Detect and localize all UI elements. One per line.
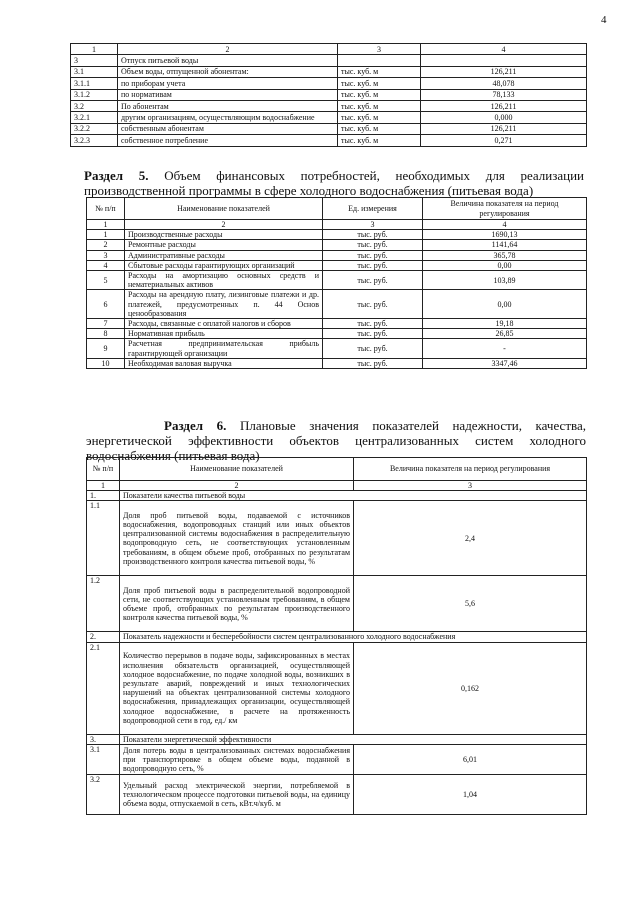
row-value: 48,078	[421, 78, 587, 89]
row-name: собственное потребление	[118, 135, 338, 146]
col-number: 4	[421, 44, 587, 55]
row-value: 365,78	[423, 250, 587, 260]
table-row	[71, 135, 587, 146]
col-number: 3	[323, 220, 423, 230]
table-row	[71, 89, 587, 100]
col-number: 2	[118, 44, 338, 55]
row-num: 3.2.1	[71, 112, 118, 123]
row-name: собственным абонентам	[118, 123, 338, 134]
col-number: 2	[125, 220, 323, 230]
row-num: 8	[87, 329, 125, 339]
row-num: 3.2	[71, 100, 118, 111]
section-5-title: Объем финансовых потребностей, необходимых для реализации производственной программы в сфере холодного водоснабжения (питьевая вода)	[84, 168, 585, 198]
row-num: 3.2.2	[71, 123, 118, 134]
row-unit: тыс. руб.	[323, 271, 423, 290]
row-unit: тыс. руб.	[323, 329, 423, 339]
financial-needs-table	[86, 197, 587, 369]
header-value: Величина показателя на период регулирования	[354, 458, 587, 481]
water-release-rows	[71, 55, 587, 146]
row-value: 0,00	[423, 290, 587, 319]
indicator-text: Доля потерь воды в централизованных системах водоснабжения при транспортировке в общем объеме воды, поданной в водопроводную сеть, %	[120, 744, 354, 774]
table-row	[71, 112, 587, 123]
row-value: 0,00	[423, 260, 587, 270]
row-value: 126,211	[421, 123, 587, 134]
indicator-num: 3.2	[87, 774, 120, 814]
col-number: 3	[338, 44, 421, 55]
group-title: Показатель надежности и бесперебойности систем централизованного холодного водоснабжения	[120, 632, 587, 642]
col-number: 1	[87, 220, 125, 230]
row-name: Производственные расходы	[125, 230, 323, 240]
table-header-row	[87, 458, 587, 481]
row-value: 78,133	[421, 89, 587, 100]
row-num: 9	[87, 339, 125, 358]
row-name: Объем воды, отпущенной абонентам:	[118, 66, 338, 77]
header-num: № п/п	[87, 198, 125, 220]
table-row	[71, 123, 587, 134]
financial-needs-rows	[87, 230, 587, 369]
row-name: по приборам учета	[118, 78, 338, 89]
col-number: 1	[71, 44, 118, 55]
header-value: Величина показателя на период регулирования	[423, 198, 587, 220]
row-name: Необходимая валовая выручка	[125, 358, 323, 368]
row-num: 5	[87, 271, 125, 290]
table-row	[71, 100, 587, 111]
indicator-num: 3.1	[87, 744, 120, 774]
table-header-row	[71, 44, 587, 55]
row-num: 1	[87, 230, 125, 240]
row-name: Расходы, связанные с оплатой налогов и сборов	[125, 319, 323, 329]
table-row	[87, 290, 587, 319]
row-value: 1141,64	[423, 240, 587, 250]
row-unit: тыс. руб.	[323, 339, 423, 358]
row-num: 10	[87, 358, 125, 368]
col-number: 4	[423, 220, 587, 230]
row-unit: тыс. куб. м	[338, 135, 421, 146]
group-title: Показатели качества питьевой воды	[120, 491, 587, 501]
table-row	[71, 66, 587, 77]
indicator-value: 1,04	[354, 774, 587, 814]
indicator-text: Доля проб питьевой воды в распределительной водопроводной сети, не соответствующих установленным требованиям, в общем объеме проб, отобранных по результатам производственного контроля качества питьевой воды, %	[120, 576, 354, 632]
table-row	[87, 260, 587, 270]
indicator-value: 0,162	[354, 642, 587, 734]
table-header-row	[87, 198, 587, 220]
group-num: 1.	[87, 491, 120, 501]
row-name: Административные расходы	[125, 250, 323, 260]
row-num: 3.1.1	[71, 78, 118, 89]
indicator-text: Удельный расход электрической энергии, потребляемой в технологическом процессе подготовки питьевой воды, на единицу объема воды, отпускаемой в сеть, кВт.ч/куб. м	[120, 774, 354, 814]
row-name: Расходы на амортизацию основных средств и нематериальных активов	[125, 271, 323, 290]
row-value: 0,000	[421, 112, 587, 123]
row-num: 3	[71, 55, 118, 66]
row-num: 3.1	[71, 66, 118, 77]
row-num: 3.2.3	[71, 135, 118, 146]
row-name: Ремонтные расходы	[125, 240, 323, 250]
indicator-num: 1.1	[87, 501, 120, 576]
row-num: 4	[87, 260, 125, 270]
row-unit: тыс. руб.	[323, 319, 423, 329]
row-name: Нормативная прибыль	[125, 329, 323, 339]
section-5-heading	[84, 168, 584, 198]
section-5-label: Раздел 5.	[84, 168, 149, 183]
indicator-value: 6,01	[354, 744, 587, 774]
row-value: 126,211	[421, 100, 587, 111]
indicator-value: 5,6	[354, 576, 587, 632]
row-value: -	[423, 339, 587, 358]
table-row	[87, 358, 587, 368]
row-unit: тыс. куб. м	[338, 89, 421, 100]
section-6-title: Плановые значения показателей надежности, качества, энергетической эффективности объектов централизованных систем холодного водоснабжения (питьевая вода)	[86, 418, 586, 463]
col-number: 1	[87, 481, 120, 491]
indicator-row	[87, 642, 587, 734]
row-name: Расходы на арендную плату, лизинговые платежи и др. платежей, предусмотренных п. 44 Основ ценообразования	[125, 290, 323, 319]
row-num: 3.1.2	[71, 89, 118, 100]
table-row	[87, 329, 587, 339]
group-num: 3.	[87, 734, 120, 744]
row-value: 103,89	[423, 271, 587, 290]
row-unit: тыс. руб.	[323, 290, 423, 319]
row-unit: тыс. куб. м	[338, 66, 421, 77]
group-row-reliability	[87, 632, 587, 642]
row-value: 19,18	[423, 319, 587, 329]
table-row	[87, 271, 587, 290]
group-num: 2.	[87, 632, 120, 642]
row-unit: тыс. руб.	[323, 240, 423, 250]
row-name: Отпуск питьевой воды	[118, 55, 338, 66]
column-numbers-row	[87, 481, 587, 491]
header-unit: Ед. измерения	[323, 198, 423, 220]
indicator-row	[87, 744, 587, 774]
table-row	[87, 339, 587, 358]
header-name: Наименование показателей	[125, 198, 323, 220]
indicator-num: 2.1	[87, 642, 120, 734]
row-num: 2	[87, 240, 125, 250]
indicators-table	[86, 457, 587, 815]
row-value: 26,85	[423, 329, 587, 339]
group-row-energy	[87, 734, 587, 744]
row-unit: тыс. руб.	[323, 260, 423, 270]
indicator-text: Доля проб питьевой воды, подаваемой с источников водоснабжения, водопроводных станций или иных объектов централизованной системы водоснабжения в распределительную водопроводную сеть, не соответствующих установленным требованиям, в общем объеме проб, отобранных по результатам производственного контроля качества питьевой воды, %	[120, 501, 354, 576]
row-name: Сбытовые расходы гарантирующих организаций	[125, 260, 323, 270]
row-name: По абонентам	[118, 100, 338, 111]
section-6-label: Раздел 6.	[164, 418, 227, 433]
row-value: 126,211	[421, 66, 587, 77]
water-release-table	[70, 43, 587, 147]
table-row	[87, 230, 587, 240]
row-name: Расчетная предпринимательская прибыль гарантирующей организации	[125, 339, 323, 358]
row-value: 0,271	[421, 135, 587, 146]
indicator-text: Количество перерывов в подаче воды, зафиксированных в местах исполнения обязательств организацией, осуществляющей холодное водоснабжение, по подаче холодной воды, возникших в результате аварий, повреждений и иных технологических нарушений на объектах централизованной системы холодного водоснабжения, принадлежащих организации, осуществляющей холодное водоснабжение, в расчете на протяженность водопроводной сети в год, ед./ км	[120, 642, 354, 734]
row-value: 1690,13	[423, 230, 587, 240]
row-unit: тыс. куб. м	[338, 112, 421, 123]
row-num: 7	[87, 319, 125, 329]
table-row	[87, 250, 587, 260]
group-title: Показатели энергетической эффективности	[120, 734, 587, 744]
indicator-row	[87, 501, 587, 576]
group-row-quality	[87, 491, 587, 501]
table-row	[71, 55, 587, 66]
row-name: другим организациям, осуществляющим водоснабжение	[118, 112, 338, 123]
table-row	[87, 240, 587, 250]
row-unit: тыс. руб.	[323, 250, 423, 260]
column-numbers-row	[87, 220, 587, 230]
row-unit	[338, 55, 421, 66]
row-value	[421, 55, 587, 66]
row-unit: тыс. руб.	[323, 230, 423, 240]
row-unit: тыс. куб. м	[338, 78, 421, 89]
table-row	[87, 319, 587, 329]
indicator-row	[87, 576, 587, 632]
row-unit: тыс. куб. м	[338, 100, 421, 111]
row-unit: тыс. куб. м	[338, 123, 421, 134]
header-name: Наименование показателей	[120, 458, 354, 481]
col-number: 2	[120, 481, 354, 491]
row-num: 3	[87, 250, 125, 260]
table-row	[71, 78, 587, 89]
row-name: по нормативам	[118, 89, 338, 100]
row-unit: тыс. руб.	[323, 358, 423, 368]
row-num: 6	[87, 290, 125, 319]
header-num: № п/п	[87, 458, 120, 481]
row-value: 3347,46	[423, 358, 587, 368]
indicator-row	[87, 774, 587, 814]
indicator-value: 2,4	[354, 501, 587, 576]
page-number: 4	[601, 14, 607, 26]
indicator-num: 1.2	[87, 576, 120, 632]
col-number: 3	[354, 481, 587, 491]
